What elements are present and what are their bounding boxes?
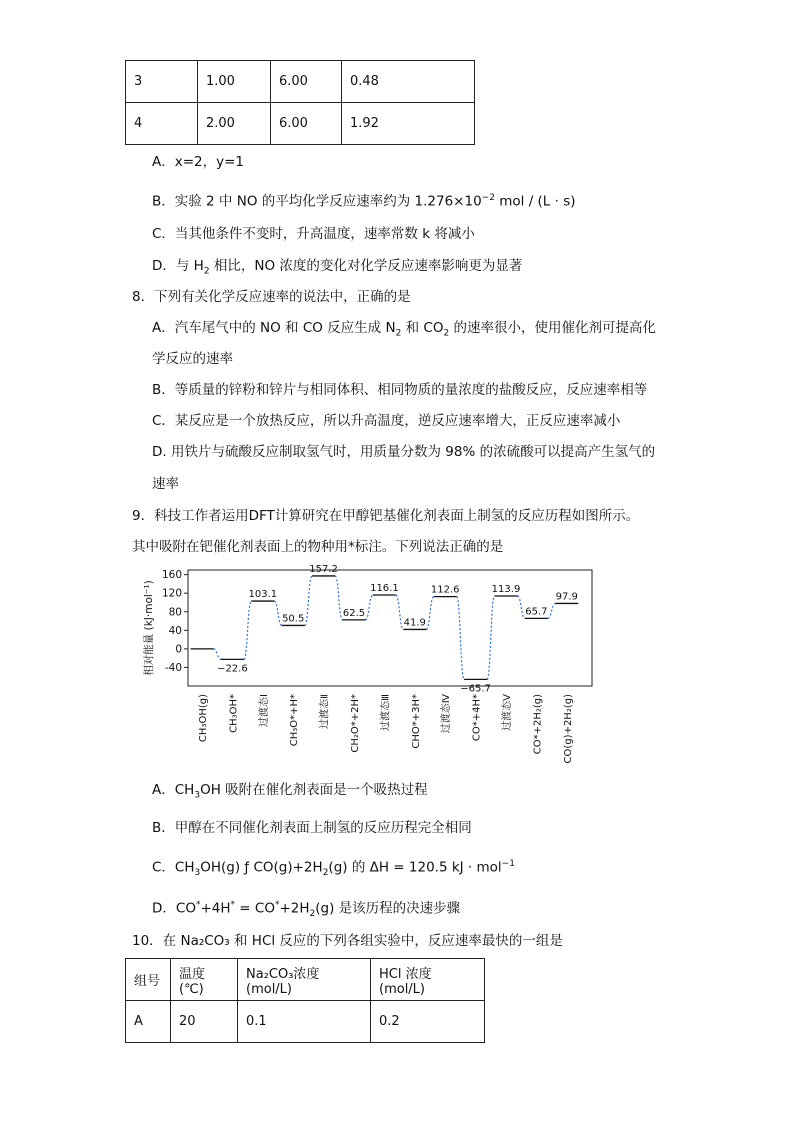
q9-option-a-sub: 3 — [194, 790, 201, 801]
x-state-label: CH₃O*+H* — [289, 694, 301, 747]
q10-stem: 10．在 Na₂CO₃ 和 HCl 反应的下列各组实验中，反应速率最快的一组是 — [132, 933, 563, 949]
q9-option-d — [152, 895, 460, 924]
table-cell: 1.92 — [342, 103, 475, 145]
q9-option-c-sup: −1 — [501, 859, 515, 869]
q9-option-c-sub: 3 — [194, 868, 201, 879]
table-cell: 2.00 — [198, 103, 271, 145]
table-row — [126, 1001, 485, 1043]
energy-connector — [214, 649, 221, 659]
table-row — [126, 61, 475, 103]
q9-option-d-sup: * — [195, 900, 201, 910]
q9-option-c-text-3: (g) 的 ΔH = 120.5 kJ · mol — [328, 859, 502, 876]
q9-option-c-text-2: OH(g) ƒ CO(g)+2H — [200, 859, 323, 876]
x-state-label: 过渡态Ⅲ — [380, 694, 392, 731]
table-cell: 6.00 — [271, 61, 342, 103]
q9-option-d-sup-3: * — [274, 900, 280, 910]
y-tick-label: 160 — [161, 569, 182, 582]
y-tick-label: 0 — [175, 643, 182, 656]
q7-option-b-exponent: −2 — [481, 193, 495, 203]
q9-option-d-sub: 2 — [309, 909, 316, 920]
q8-option-a-text-3: 的速率很小，使用催化剂可提高化 — [449, 320, 656, 336]
energy-profile-chart — [140, 562, 600, 772]
q7-option-b-unit: mol / (L · s) — [494, 193, 576, 210]
energy-connector — [487, 596, 494, 679]
energy-value-label: 62.5 — [342, 607, 366, 619]
q9-option-a-text-2: OH 吸附在催化剂表面是一个吸热过程 — [200, 782, 428, 798]
q8-option-d-line2: 速率 — [152, 476, 179, 492]
q9-stem-line2: 其中吸附在钯催化剂表面上的物种用*标注。下列说法正确的是 — [132, 539, 504, 555]
x-state-label: CH₃OH(g) — [198, 694, 209, 743]
table-header-cell: HCl 浓度(mol/L) — [371, 959, 485, 1001]
table-row — [126, 103, 475, 145]
x-state-label: CH₂O*+2H* — [350, 694, 361, 753]
q9-option-c-sub-2: 2 — [322, 868, 329, 879]
energy-value-label: 112.6 — [430, 584, 460, 596]
energy-value-label: 50.5 — [282, 613, 305, 625]
q8-option-b: B．等质量的锌粉和锌片与相同体积、相同物质的量浓度的盐酸反应，反应速率相等 — [152, 382, 648, 398]
q9-option-a-text: A．CH — [152, 782, 195, 798]
table-cell: 1.00 — [198, 61, 271, 103]
q7-option-d-sub: 2 — [203, 266, 210, 277]
table-header-cell: 温度(℃) — [171, 959, 238, 1001]
q9-stem-line1: 9．科技工作者运用DFT计算研究在甲醇钯基催化剂表面上制氢的反应历程如图所示。 — [132, 508, 640, 524]
energy-value-label: 97.9 — [555, 591, 578, 603]
q9-option-d-sup-2: * — [230, 900, 236, 910]
x-state-label: 过渡态Ⅳ — [441, 694, 453, 734]
x-state-label: CHO*+3H* — [410, 694, 422, 749]
table-cell: 3 — [126, 61, 198, 103]
q8-stem: 8．下列有关化学反应速率的说法中，正确的是 — [132, 289, 411, 305]
table-cell: 6.00 — [271, 103, 342, 145]
q8-option-a-sub-2: 2 — [443, 328, 450, 339]
energy-connector — [457, 597, 464, 680]
energy-value-label: −22.6 — [217, 663, 248, 675]
energy-connector — [396, 595, 403, 629]
q7-option-c: C．当其他条件不变时，升高温度，速率常数 k 将减小 — [152, 226, 475, 242]
q8-option-a-text: A．汽车尾气中的 NO 和 CO 反应生成 N — [152, 320, 396, 336]
q8-option-a-line2: 学反应的速率 — [152, 351, 233, 367]
q9-option-c — [152, 854, 515, 883]
q9-option-d-text-3: = CO — [235, 900, 275, 917]
q7-option-b-text: B．实验 2 中 NO 的平均化学反应速率约为 1.276×10 — [152, 193, 482, 210]
q8-option-c: C．某反应是一个放热反应，所以升高温度，逆反应速率增大，正反应速率减小 — [152, 413, 621, 429]
energy-connector — [305, 576, 312, 626]
energy-value-label: 113.9 — [491, 584, 521, 596]
x-state-label: 过渡态Ⅰ — [258, 694, 270, 727]
x-state-label: CO(g)+2H₂(g) — [562, 694, 574, 764]
x-state-label: 过渡态Ⅱ — [319, 694, 331, 729]
table-cell: 0.48 — [342, 61, 475, 103]
x-state-label: CO*+2H₂(g) — [532, 694, 544, 755]
q7-option-a: A．x=2，y=1 — [152, 154, 245, 170]
q7-option-d-text-2: 相比，NO 浓度的变化对化学反应速率影响更为显著 — [209, 258, 523, 274]
table-cell: 0.1 — [238, 1001, 371, 1043]
y-tick-label: 40 — [168, 624, 182, 637]
energy-value-label: 65.7 — [525, 606, 548, 618]
q8-option-a-text-2: 和 CO — [401, 320, 444, 336]
q9-option-d-text-4: +2H — [279, 900, 310, 917]
q8-option-a-sub: 2 — [395, 328, 402, 339]
q7-option-d — [152, 256, 522, 282]
table-cell: 4 — [126, 103, 198, 145]
energy-connector — [518, 596, 525, 618]
y-tick-label: -40 — [164, 661, 182, 674]
energy-value-label: 41.9 — [403, 617, 426, 629]
y-tick-label: 80 — [168, 606, 182, 619]
q9-option-c-text: C．CH — [152, 859, 195, 876]
q7-option-b — [152, 188, 576, 212]
energy-connector — [244, 601, 251, 659]
energy-value-label: 157.2 — [309, 563, 338, 575]
energy-connector — [335, 576, 342, 620]
q8-option-d-line1: D. 用铁片与硫酸反应制取氢气时，用质量分数为 98% 的浓硫酸可以提高产生氢气的 — [152, 444, 656, 460]
energy-connector — [366, 595, 373, 620]
energy-value-label: 103.1 — [248, 589, 278, 601]
energy-connector — [426, 597, 433, 630]
q10-table — [125, 958, 485, 1043]
y-tick-label: 120 — [161, 587, 182, 600]
energy-connector — [274, 601, 281, 625]
energy-value-label: 116.1 — [370, 583, 399, 595]
y-axis-label: 相对能量 (kJ·mol⁻¹) — [143, 580, 155, 676]
q9-option-d-text: D．CO — [152, 900, 196, 917]
q9-option-b: B．甲醇在不同催化剂表面上制氢的反应历程完全相同 — [152, 820, 472, 836]
energy-value-label: −65.7 — [460, 683, 491, 695]
table-cell: 20 — [171, 1001, 238, 1043]
table-header-row — [126, 959, 485, 1001]
q8-option-a-line1 — [152, 318, 656, 344]
table-header-cell: Na₂CO₃浓度(mol/L) — [238, 959, 371, 1001]
energy-connector — [548, 603, 555, 618]
x-state-label: CH₃OH* — [228, 694, 240, 733]
x-state-label: CO*+4H* — [471, 694, 483, 742]
table-cell: 0.2 — [371, 1001, 485, 1043]
top-data-table — [125, 60, 475, 145]
q9-option-d-text-5: (g) 是该历程的决速步骤 — [315, 900, 461, 917]
table-header-cell: 组号 — [126, 959, 171, 1001]
table-cell: A — [126, 1001, 171, 1043]
x-state-label: 过渡态Ⅴ — [502, 694, 513, 731]
q9-option-d-text-2: +4H — [200, 900, 231, 917]
q7-option-d-text: D．与 H — [152, 258, 204, 274]
q9-option-a — [152, 780, 428, 806]
